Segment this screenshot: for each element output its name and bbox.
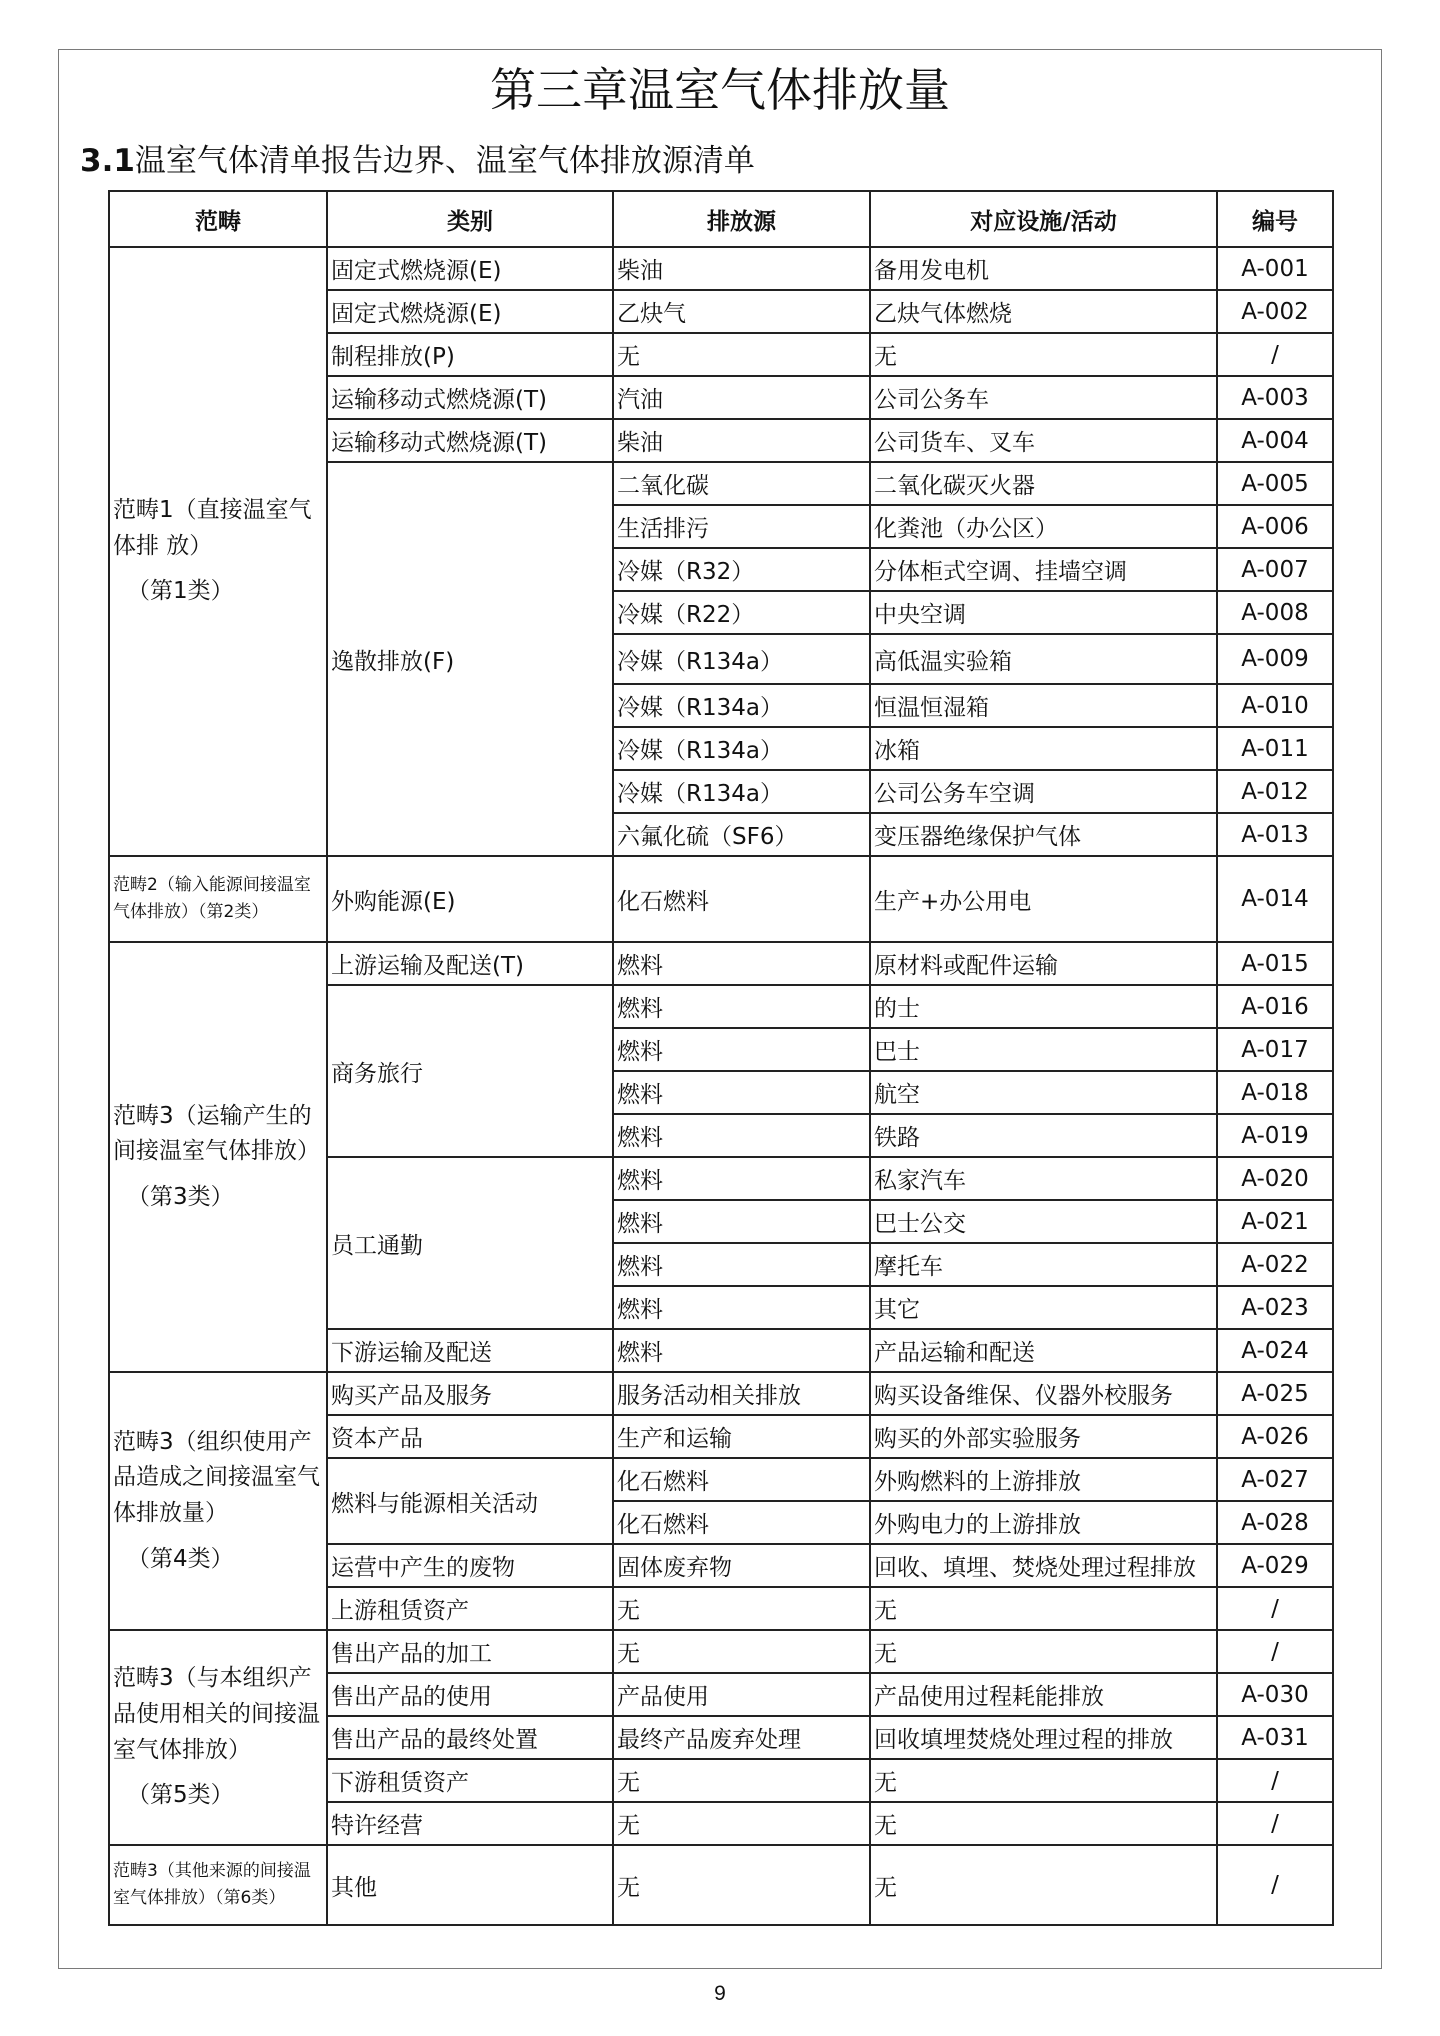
category-cell: 上游运输及配送(T)	[327, 942, 613, 985]
table-row	[109, 247, 1333, 290]
source-cell: 冷媒（R134a）	[613, 770, 870, 813]
facility-cell: 外购电力的上游排放	[870, 1501, 1217, 1544]
category-cell: 售出产品的加工	[327, 1630, 613, 1673]
code-cell: A-012	[1217, 770, 1333, 813]
code-cell: A-020	[1217, 1157, 1333, 1200]
category-cell: 特许经营	[327, 1802, 613, 1845]
source-cell: 化石燃料	[613, 1501, 870, 1544]
code-cell: A-027	[1217, 1458, 1333, 1501]
scope-class: （第4类）	[127, 1545, 234, 1572]
scope-cell	[109, 1372, 327, 1630]
source-cell: 冷媒（R32）	[613, 548, 870, 591]
source-cell: 六氟化硫（SF6）	[613, 813, 870, 856]
source-cell: 燃料	[613, 1329, 870, 1372]
scope-class: （第1类）	[127, 578, 234, 605]
source-cell: 生活排污	[613, 505, 870, 548]
facility-cell: 分体柜式空调、挂墙空调	[870, 548, 1217, 591]
code-cell: A-029	[1217, 1544, 1333, 1587]
scope-cell	[109, 1630, 327, 1845]
facility-cell: 化粪池（办公区）	[870, 505, 1217, 548]
table-row	[109, 942, 1333, 985]
code-cell: A-013	[1217, 813, 1333, 856]
category-cell: 外购能源(E)	[327, 856, 613, 942]
code-cell: A-024	[1217, 1329, 1333, 1372]
source-cell: 冷媒（R134a）	[613, 684, 870, 727]
category-cell: 固定式燃烧源(E)	[327, 290, 613, 333]
source-cell: 冷媒（R134a）	[613, 727, 870, 770]
code-cell: A-002	[1217, 290, 1333, 333]
category-cell: 固定式燃烧源(E)	[327, 247, 613, 290]
code-cell: A-017	[1217, 1028, 1333, 1071]
facility-cell: 中央空调	[870, 591, 1217, 634]
scope-cell	[109, 856, 327, 942]
facility-cell: 无	[870, 1802, 1217, 1845]
source-cell: 柴油	[613, 419, 870, 462]
code-cell: A-007	[1217, 548, 1333, 591]
header-facility: 对应设施/活动	[870, 191, 1217, 247]
source-cell: 汽油	[613, 376, 870, 419]
facility-cell: 巴士	[870, 1028, 1217, 1071]
scope-label: 范畴1（直接温室气体排 放）	[113, 497, 312, 559]
source-cell: 燃料	[613, 1071, 870, 1114]
header-category: 类别	[327, 191, 613, 247]
category-cell: 运输移动式燃烧源(T)	[327, 419, 613, 462]
facility-cell: 无	[870, 1845, 1217, 1925]
source-cell: 冷媒（R134a）	[613, 634, 870, 684]
chapter-title: 第三章温室气体排放量	[490, 63, 950, 117]
scope-cell	[109, 247, 327, 856]
section-number: 3.1	[80, 143, 135, 179]
code-cell: A-030	[1217, 1673, 1333, 1716]
code-cell: /	[1217, 1759, 1333, 1802]
code-cell: /	[1217, 1587, 1333, 1630]
header-source: 排放源	[613, 191, 870, 247]
source-cell: 燃料	[613, 1243, 870, 1286]
category-cell: 员工通勤	[327, 1157, 613, 1329]
category-cell: 上游租赁资产	[327, 1587, 613, 1630]
source-cell: 无	[613, 1630, 870, 1673]
code-cell: A-025	[1217, 1372, 1333, 1415]
source-cell: 燃料	[613, 942, 870, 985]
facility-cell: 购买的外部实验服务	[870, 1415, 1217, 1458]
code-cell: /	[1217, 1630, 1333, 1673]
facility-cell: 无	[870, 1759, 1217, 1802]
section-title: 温室气体清单报告边界、温室气体排放源清单	[134, 143, 755, 179]
source-cell: 无	[613, 1845, 870, 1925]
section-heading	[80, 140, 755, 182]
facility-cell: 航空	[870, 1071, 1217, 1114]
source-cell: 燃料	[613, 1286, 870, 1329]
source-cell: 乙炔气	[613, 290, 870, 333]
facility-cell: 外购燃料的上游排放	[870, 1458, 1217, 1501]
source-cell: 化石燃料	[613, 856, 870, 942]
scope-cell	[109, 1845, 327, 1925]
scope-label: 范畴3（其他来源的间接温室气体排放）（第6类）	[113, 1860, 311, 1908]
table-row	[109, 1845, 1333, 1925]
scope-cell	[109, 942, 327, 1372]
header-scope: 范畴	[109, 191, 327, 247]
source-cell: 生产和运输	[613, 1415, 870, 1458]
table-header-row	[109, 191, 1333, 247]
category-cell: 下游运输及配送	[327, 1329, 613, 1372]
code-cell: A-011	[1217, 727, 1333, 770]
code-cell: A-023	[1217, 1286, 1333, 1329]
scope-class: （第3类）	[127, 1183, 234, 1210]
table-row	[109, 1630, 1333, 1673]
source-cell: 燃料	[613, 1114, 870, 1157]
scope-label: 范畴3（运输产生的间接温室气体排放）	[113, 1102, 320, 1165]
source-cell: 冷媒（R22）	[613, 591, 870, 634]
scope-class: （第5类）	[127, 1782, 234, 1809]
table-row	[109, 1372, 1333, 1415]
source-cell: 二氧化碳	[613, 462, 870, 505]
source-cell: 产品使用	[613, 1673, 870, 1716]
facility-cell: 公司公务车空调	[870, 770, 1217, 813]
category-cell: 购买产品及服务	[327, 1372, 613, 1415]
category-cell: 下游租赁资产	[327, 1759, 613, 1802]
source-cell: 无	[613, 1587, 870, 1630]
code-cell: A-005	[1217, 462, 1333, 505]
facility-cell: 产品使用过程耗能排放	[870, 1673, 1217, 1716]
facility-cell: 无	[870, 333, 1217, 376]
code-cell: A-021	[1217, 1200, 1333, 1243]
category-cell: 燃料与能源相关活动	[327, 1458, 613, 1544]
facility-cell: 恒温恒湿箱	[870, 684, 1217, 727]
facility-cell: 回收填埋焚烧处理过程的排放	[870, 1716, 1217, 1759]
facility-cell: 原材料或配件运输	[870, 942, 1217, 985]
source-cell: 化石燃料	[613, 1458, 870, 1501]
category-cell: 运输移动式燃烧源(T)	[327, 376, 613, 419]
code-cell: A-008	[1217, 591, 1333, 634]
code-cell: A-031	[1217, 1716, 1333, 1759]
emission-source-table	[108, 190, 1334, 1926]
source-cell: 燃料	[613, 1200, 870, 1243]
code-cell: A-022	[1217, 1243, 1333, 1286]
facility-cell: 备用发电机	[870, 247, 1217, 290]
category-cell: 其他	[327, 1845, 613, 1925]
source-cell: 无	[613, 333, 870, 376]
facility-cell: 公司货车、叉车	[870, 419, 1217, 462]
facility-cell: 铁路	[870, 1114, 1217, 1157]
facility-cell: 变压器绝缘保护气体	[870, 813, 1217, 856]
code-cell: A-004	[1217, 419, 1333, 462]
category-cell: 逸散排放(F)	[327, 462, 613, 856]
source-cell: 柴油	[613, 247, 870, 290]
facility-cell: 购买设备维保、仪器外校服务	[870, 1372, 1217, 1415]
source-cell: 无	[613, 1759, 870, 1802]
facility-cell: 产品运输和配送	[870, 1329, 1217, 1372]
code-cell: A-015	[1217, 942, 1333, 985]
code-cell: /	[1217, 1802, 1333, 1845]
category-cell: 售出产品的最终处置	[327, 1716, 613, 1759]
category-cell: 制程排放(P)	[327, 333, 613, 376]
source-cell: 服务活动相关排放	[613, 1372, 870, 1415]
facility-cell: 高低温实验箱	[870, 634, 1217, 684]
facility-cell: 的士	[870, 985, 1217, 1028]
facility-cell: 私家汽车	[870, 1157, 1217, 1200]
category-cell: 资本产品	[327, 1415, 613, 1458]
facility-cell: 无	[870, 1587, 1217, 1630]
code-cell: A-003	[1217, 376, 1333, 419]
facility-cell: 巴士公交	[870, 1200, 1217, 1243]
code-cell: A-026	[1217, 1415, 1333, 1458]
facility-cell: 二氧化碳灭火器	[870, 462, 1217, 505]
source-cell: 燃料	[613, 1028, 870, 1071]
scope-label: 范畴3（组织使用产品造成之间接温室气体排放量）	[113, 1428, 320, 1526]
category-cell: 运营中产生的废物	[327, 1544, 613, 1587]
category-cell: 售出产品的使用	[327, 1673, 613, 1716]
code-cell: A-014	[1217, 856, 1333, 942]
source-cell: 燃料	[613, 985, 870, 1028]
scope-label: 范畴3（与本组织产品使用相关的间接温室气体排放）	[113, 1665, 320, 1763]
facility-cell: 乙炔气体燃烧	[870, 290, 1217, 333]
code-cell: /	[1217, 333, 1333, 376]
source-cell: 固体废弃物	[613, 1544, 870, 1587]
facility-cell: 公司公务车	[870, 376, 1217, 419]
code-cell: A-009	[1217, 634, 1333, 684]
source-cell: 燃料	[613, 1157, 870, 1200]
facility-cell: 摩托车	[870, 1243, 1217, 1286]
source-cell: 无	[613, 1802, 870, 1845]
header-code: 编号	[1217, 191, 1333, 247]
scope-label: 范畴2（输入能源间接温室气体排放）（第2类）	[113, 874, 311, 922]
facility-cell: 回收、填埋、焚烧处理过程排放	[870, 1544, 1217, 1587]
code-cell: A-001	[1217, 247, 1333, 290]
code-cell: A-006	[1217, 505, 1333, 548]
code-cell: A-010	[1217, 684, 1333, 727]
code-cell: A-018	[1217, 1071, 1333, 1114]
page-number: 9	[714, 1982, 726, 2005]
category-cell: 商务旅行	[327, 985, 613, 1157]
table-row	[109, 856, 1333, 942]
code-cell: A-019	[1217, 1114, 1333, 1157]
facility-cell: 生产+办公用电	[870, 856, 1217, 942]
facility-cell: 冰箱	[870, 727, 1217, 770]
code-cell: A-028	[1217, 1501, 1333, 1544]
facility-cell: 无	[870, 1630, 1217, 1673]
code-cell: /	[1217, 1845, 1333, 1925]
source-cell: 最终产品废弃处理	[613, 1716, 870, 1759]
code-cell: A-016	[1217, 985, 1333, 1028]
facility-cell: 其它	[870, 1286, 1217, 1329]
